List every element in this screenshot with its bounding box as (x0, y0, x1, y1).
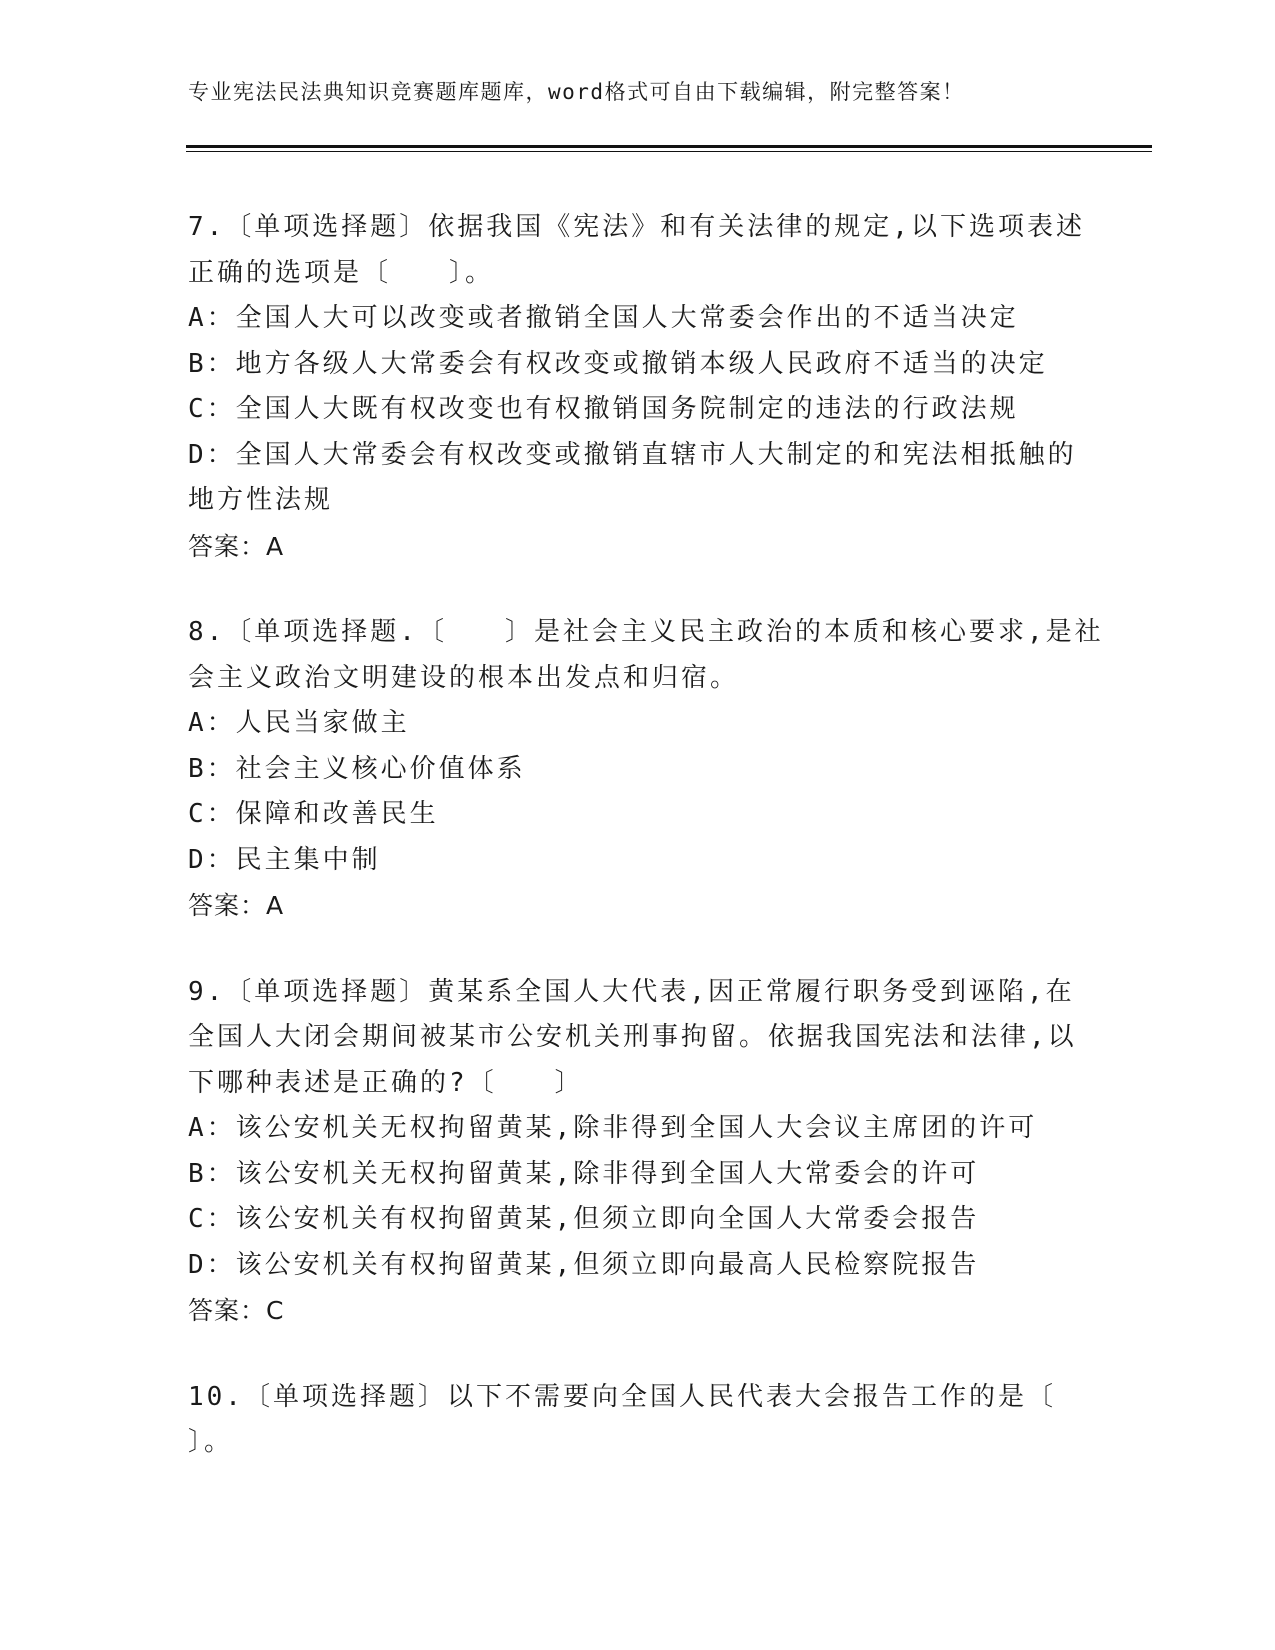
header-rule-thick (186, 145, 1152, 148)
question-stem-line: 9.〔单项选择题〕黄某系全国人大代表,因正常履行职务受到诬陷,在 (188, 976, 1075, 1007)
option-b: B：该公安机关无权拘留黄某,除非得到全国人大常委会的许可 (188, 1158, 980, 1189)
option-a: A：人民当家做主 (188, 708, 410, 738)
question-stem-line: 会主义政治文明建设的根本出发点和归宿。 (188, 662, 740, 693)
option-a: A：全国人大可以改变或者撤销全国人大常委会作出的不适当决定 (188, 303, 1019, 333)
question-stem-line: 7.〔单项选择题〕依据我国《宪法》和有关法律的规定,以下选项表述 (188, 212, 1085, 242)
option-b: B：地方各级人大常委会有权改变或撤销本级人民政府不适当的决定 (188, 348, 1048, 379)
answer: 答案：C (188, 1296, 285, 1325)
question-stem-line: 正确的选项是〔 〕。 (188, 257, 495, 288)
question-9 (188, 970, 1088, 1334)
option-a: A：该公安机关无权拘留黄某,除非得到全国人大会议主席团的许可 (188, 1113, 1038, 1143)
option-d: D：民主集中制 (188, 844, 381, 875)
question-stem-line: 下哪种表述是正确的?〔 〕 (188, 1067, 584, 1098)
option-c: C：保障和改善民生 (188, 799, 439, 829)
option-d-continued: 地方性法规 (188, 485, 334, 515)
question-8 (188, 610, 1104, 929)
page-header: 专业宪法民法典知识竞赛题库题库，word格式可自由下载编辑，附完整答案！ (188, 80, 965, 104)
question-stem-line: 8.〔单项选择题.〔 〕是社会主义民主政治的本质和核心要求,是社 (188, 617, 1104, 647)
option-d: D：该公安机关有权拘留黄某,但须立即向最高人民检察院报告 (188, 1249, 980, 1280)
question-7 (188, 205, 1088, 569)
option-c: C：全国人大既有权改变也有权撤销国务院制定的违法的行政法规 (188, 394, 1019, 424)
option-d: D：全国人大常委会有权改变或撤销直辖市人大制定的和宪法相抵触的 (188, 439, 1077, 470)
question-list (188, 205, 1104, 1507)
question-stem-line: 〕。 (188, 1427, 234, 1457)
option-b: B：社会主义核心价值体系 (188, 753, 526, 784)
question-stem-line: 全国人大闭会期间被某市公安机关刑事拘留。依据我国宪法和法律,以 (188, 1022, 1077, 1052)
header-rule-thin (186, 151, 1152, 152)
question-10 (188, 1375, 1088, 1466)
question-stem-line: 10.〔单项选择题〕以下不需要向全国人民代表大会报告工作的是〔 (188, 1381, 1056, 1412)
answer: 答案：A (188, 891, 285, 920)
answer: 答案：A (188, 531, 285, 561)
option-c: C：该公安机关有权拘留黄某,但须立即向全国人大常委会报告 (188, 1204, 980, 1234)
